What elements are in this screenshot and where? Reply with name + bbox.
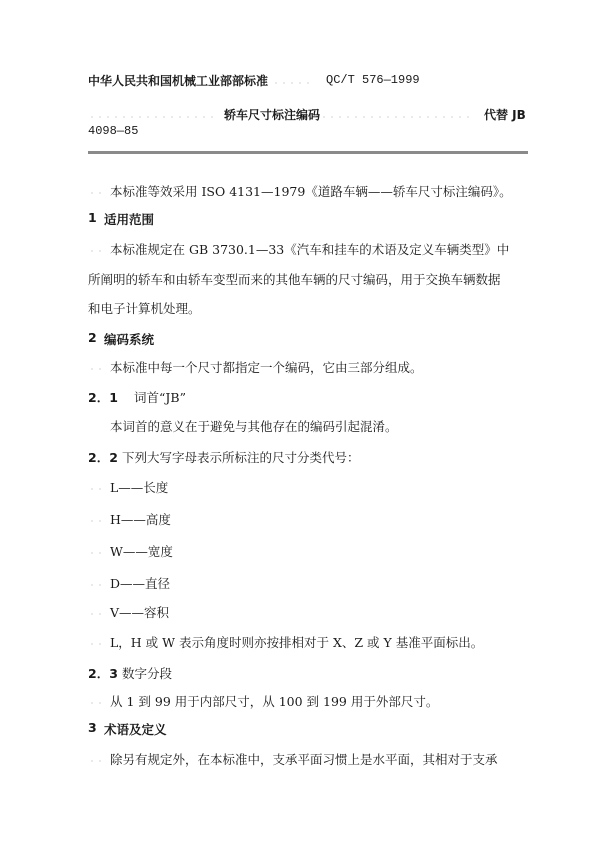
list-item: H——高度 [110, 512, 171, 527]
section-2-3-heading: 数字分段 [122, 666, 173, 681]
section-2-1-heading: 词首“JB” [134, 390, 186, 405]
section-2-1-paragraph: 本词首的意义在于避免与其他存在的编码引起混淆。 [110, 419, 398, 434]
document-title: 轿车尺寸标注编码 [224, 108, 321, 122]
header-divider [88, 151, 528, 154]
section-3-heading: 术语及定义 [104, 722, 167, 737]
indent-marker [88, 520, 104, 522]
section-1-line-1: 本标准规定在 GB 3730.1—33《汽车和挂车的术语及定义车辆类型》中 [110, 242, 510, 257]
section-2-number: 2 [88, 330, 97, 345]
list-item: V——容积 [110, 605, 170, 620]
indent-marker [88, 584, 104, 586]
indent-marker [88, 760, 104, 762]
standard-code: QC/T 576—1999 [326, 73, 420, 87]
indent-marker [88, 488, 104, 490]
intro-paragraph: 本标准等效采用 ISO 4131—1979《道路车辆——轿车尺寸标注编码》。 [110, 184, 512, 199]
indent-marker [88, 368, 104, 370]
dotted-leader [272, 82, 312, 84]
section-1-number: 1 [88, 210, 97, 225]
dotted-leader [320, 116, 470, 118]
section-1-heading: 适用范围 [104, 212, 155, 227]
dotted-leader [88, 116, 218, 118]
section-2-3-paragraph: 从 1 到 99 用于内部尺寸，从 100 到 199 用于外部尺寸。 [110, 694, 439, 709]
section-2-3-number: 2．3 [88, 666, 118, 681]
section-2-1-number: 2．1 [88, 390, 118, 405]
indent-marker [88, 643, 104, 645]
indent-marker [88, 702, 104, 704]
section-1-line-3: 和电子计算机处理。 [88, 301, 201, 316]
indent-marker [88, 613, 104, 615]
section-1-line-2: 所阐明的轿车和由轿车变型而来的其他车辆的尺寸编码，用于交换车辆数据 [88, 272, 501, 287]
indent-marker [88, 192, 104, 194]
list-item: D——直径 [110, 576, 171, 591]
standard-organization: 中华人民共和国机械工业部部标准 [88, 74, 269, 88]
indent-marker [88, 552, 104, 554]
indent-marker [88, 250, 104, 252]
section-2-heading: 编码系统 [104, 332, 155, 347]
section-2-2-heading: 下列大写字母表示所标注的尺寸分类代号： [122, 450, 360, 465]
section-2-2-number: 2．2 [88, 450, 118, 465]
section-3-paragraph: 除另有规定外，在本标准中，支承平面习惯上是水平面，其相对于支承 [110, 752, 498, 767]
section-2-2-note: L，H 或 W 表示角度时则亦按排相对于 X、Z 或 Y 基准平面标出。 [110, 635, 484, 650]
section-2-paragraph: 本标准中每一个尺寸都指定一个编码，它由三部分组成。 [110, 360, 423, 375]
replaces-standard-number: 4098—85 [88, 124, 139, 138]
list-item: W——宽度 [110, 544, 173, 559]
list-item: L——长度 [110, 480, 169, 495]
replaces-label: 代替 JB [484, 108, 526, 122]
section-3-number: 3 [88, 720, 97, 735]
